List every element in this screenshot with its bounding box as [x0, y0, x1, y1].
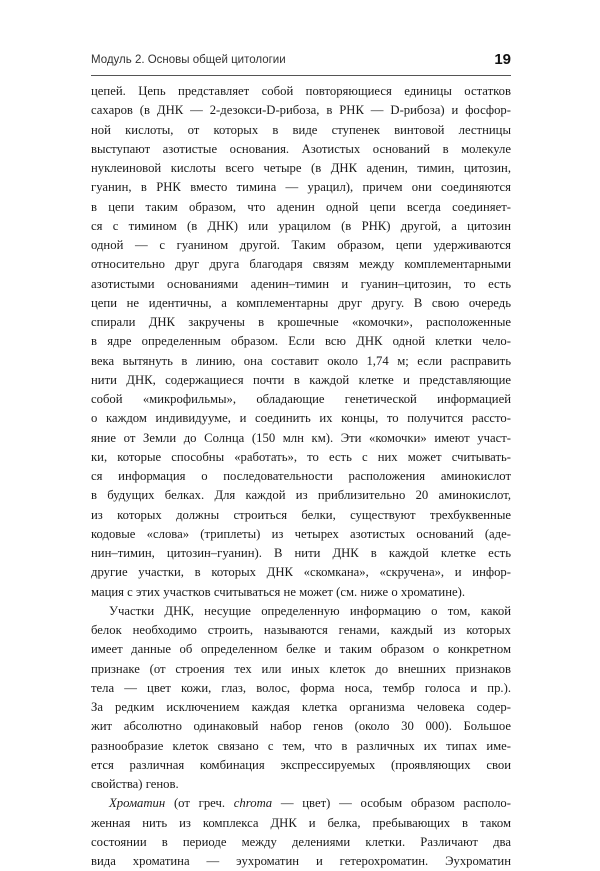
- text-line: одной — с гуанином другой. Таким образом, цепи удерживаются: [91, 238, 511, 252]
- text-line: сахаров (в ДНК — 2-дезокси-D-рибоза, в РНК — D-рибоза) и фосфор-: [91, 103, 511, 118]
- text-line: ной кислоты, от которых в виде ступенек винтовой лестницы: [91, 122, 511, 137]
- text-line: свойства) генов.: [91, 777, 179, 791]
- text-line: спирали ДНК закручены в крошечные «комочки», расположенные: [91, 315, 511, 329]
- chromatin-definition-line: [91, 794, 511, 813]
- text-line: признаке (от строения тех или иных клеток до внешних признаков: [91, 661, 511, 676]
- paragraph-chromatin: [91, 794, 511, 871]
- text-line: жит абсолютно одинаковый набор генов (около 30 000). Большое: [91, 719, 511, 734]
- text-line: яние от Земли до Солнца (150 млн км). Эти «комочки» имеют участ-: [91, 430, 511, 445]
- text-line: века вытянуть в линию, она составит около 1,74 м; если расправить: [91, 353, 511, 368]
- text-line: из которых должны строиться белки, существуют трехбуквенные: [91, 507, 511, 522]
- etymology-word: chroma: [233, 796, 273, 811]
- text-line: азотистыми основаниями аденин–тимин и гуанин–цитозин, то есть: [91, 276, 511, 291]
- text-line: женная нить из комплекса ДНК и белка, пребывающих в таком: [91, 815, 511, 830]
- text-line: состоянии в периоде между делениями клетки. Различают два: [91, 834, 511, 849]
- text-line: ки, которые способны «работать», то есть с них может считывать-: [91, 449, 511, 464]
- text-line: другие участки, в которых ДНК «скомкана», «скручена», и инфор-: [91, 565, 511, 580]
- text-line: Участки ДНК, несущие определенную информацию о том, какой: [109, 603, 511, 618]
- text-line: белок необходимо строить, называются генами, каждый из которых: [91, 623, 511, 637]
- term-chromatin: Хроматин: [109, 796, 166, 811]
- running-header: [91, 51, 511, 75]
- text-line: ся с тимином (в ДНК) или урацилом (в РНК) другой, а цитозин: [91, 218, 511, 233]
- text-line: относительно друг друга благодаря связям между комплементарными: [91, 257, 511, 272]
- text-line: ется различная комбинация экспрессируемых (проявляющих свои: [91, 757, 511, 772]
- text-line: нуклеиновой кислоты всего четыре (в ДНК аденин, тимин, цитозин,: [91, 161, 511, 175]
- text-line: выступают азотистые основания. Азотистых оснований в молекуле: [91, 141, 511, 156]
- text-line: ся информация о последовательности расположения аминокислот: [91, 469, 511, 483]
- paragraph-dna-structure: [91, 82, 511, 602]
- text-line: о каждом индивидууме, и соединить их концы, то получится рассто-: [91, 411, 511, 426]
- text-line: нити ДНК, содержащиеся почти в каждой клетке и представляющие: [91, 372, 511, 387]
- text-line: цепи не идентичны, а комплементарны друг другу. В свою очередь: [91, 295, 511, 310]
- text-line: в будущих белках. Для каждой из приблизительно 20 аминокислот,: [91, 488, 511, 503]
- text-line: в цепи таким образом, что аденин одной цепи всегда соединяет-: [91, 199, 511, 214]
- text-line: имеет данные об определенном белке и таким образом о конкретном: [91, 642, 511, 657]
- term-open: (от греч.: [165, 796, 234, 811]
- term-rest: — цвет) — особым образом располо-: [272, 796, 511, 811]
- text-line: гуанин, в РНК вместо тимина — урацил), причем они соединяются: [91, 180, 511, 195]
- text-line: мация с этих участков считываться не может (см. ниже о хроматине).: [91, 584, 466, 599]
- text-line: цепей. Цепь представляет собой повторяющиеся единицы остатков: [91, 84, 511, 98]
- header-rule: [91, 75, 511, 76]
- text-line: вида хроматина — эухроматин и гетерохроматин. Эухроматин: [91, 854, 511, 868]
- body-text: [91, 82, 511, 871]
- text-line: собой «микрофильмы», обладающие генетической информацией: [91, 392, 511, 406]
- text-line: кодовые «слова» (триплеты) из четырех азотистых оснований (аде-: [91, 526, 511, 541]
- running-header-title: Модуль 2. Основы общей цитологии: [91, 54, 286, 66]
- text-line: в ядре определенным образом. Если всю ДНК одной клетки чело-: [91, 334, 511, 349]
- text-line: разнообразие клеток связано с тем, что в различных их типах име-: [91, 738, 511, 753]
- page-number: 19: [494, 51, 511, 68]
- paragraph-genes: [91, 602, 511, 795]
- text-line: тела — цвет кожи, глаз, волос, форма носа, тембр голоса и пр.).: [91, 680, 511, 695]
- text-line: нин–тимин, цитозин–гуанин). В нити ДНК в каждой клетке есть: [91, 546, 511, 560]
- text-line: За редким исключением каждая клетка организма человека содер-: [91, 700, 511, 714]
